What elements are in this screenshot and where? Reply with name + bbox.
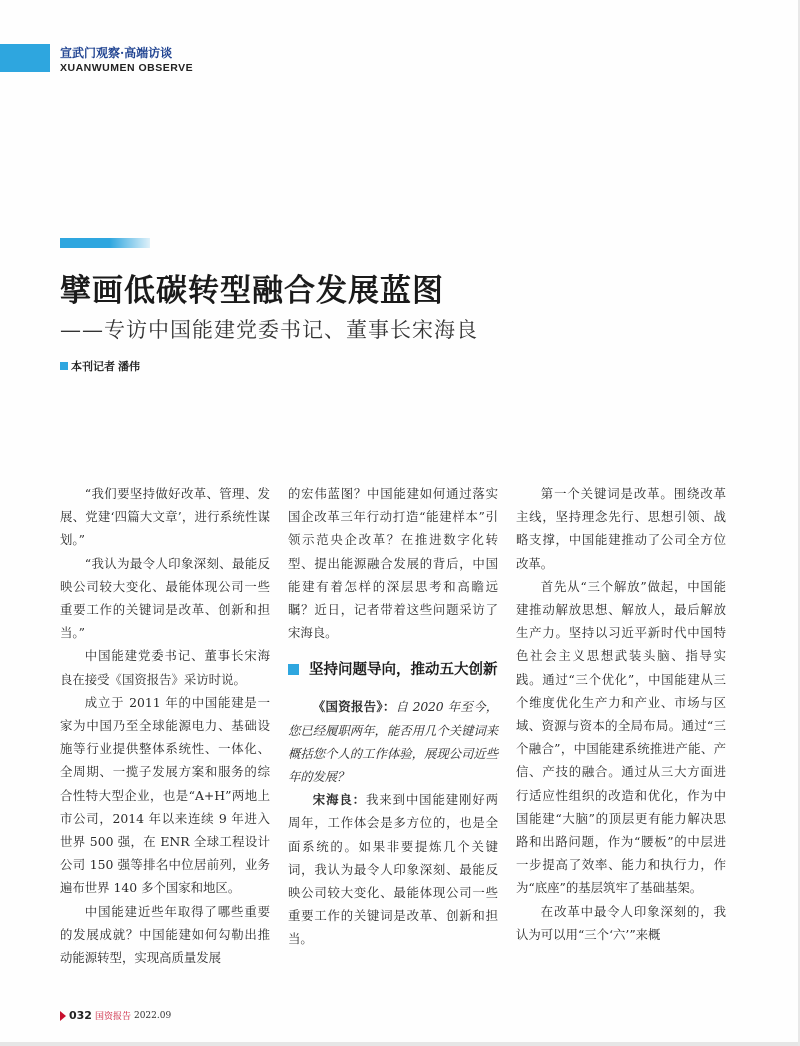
paragraph: 在改革中最令人印象深刻的，我认为可以用“三个‘六’”来概 bbox=[516, 903, 726, 942]
title-accent-bar bbox=[60, 238, 150, 248]
question-text: 自 2020 年至今，您已经履职两年，能否用几个关键词来概括您个人的工作体验，展现公司近些年的发展？ bbox=[288, 699, 499, 785]
answer-label: 宋海良： bbox=[312, 792, 366, 808]
column-tag-bar bbox=[0, 44, 50, 72]
section-heading bbox=[288, 660, 498, 681]
interview-question bbox=[288, 695, 498, 788]
paragraph: 首先从“三个解放”做起，中国能建推动解放思想、解放人，最后解放生产力。坚持以习近平新时代中国特色社会主义思想武装头脑、指导实践。通过“三个优化”，中国能建从三个维度优化生产力和产业、市场与区域、资源与资本的全局布局。通过“三个融合”，中国能建系统推进产能、产信、产技的融合。通过从三大方面进行适应性组织的改造和优化，作为中国能建“大脑”的顶层更有能力解决思路和出路问题，作为“腰板”的中层进一步提高了效率、能力和执行力，作为“底座”的基层筑牢了基础基架。 bbox=[516, 578, 726, 896]
text-column-2 bbox=[288, 482, 498, 951]
article-title: 擘画低碳转型融合发展蓝图 bbox=[60, 273, 444, 309]
paragraph: “我们要坚持做好改革、管理、发展、党建‘四篇大文章’，进行系统性谋划。” bbox=[60, 486, 270, 548]
article-subtitle: ——专访中国能建党委书记、董事长宋海良 bbox=[60, 318, 478, 342]
byline-square-icon bbox=[60, 362, 68, 370]
column-title-en: XUANWUMEN OBSERVE bbox=[60, 62, 194, 74]
paragraph: 第一个关键词是改革。围绕改革主线，坚持理念先行、思想引领、战略支撑，中国能建推动了公司全方位改革。 bbox=[516, 486, 726, 571]
magazine-name: 国资报告 bbox=[94, 1012, 131, 1022]
page-number: 032 bbox=[69, 1009, 92, 1022]
paragraph: “我认为最令人印象深刻、最能反映公司较大变化、最能体现公司一些重要工作的关键词是改革、创新和担当。” bbox=[60, 555, 270, 641]
triangle-marker-icon bbox=[60, 1011, 66, 1021]
section-heading-text: 坚持问题导向，推动五大创新 bbox=[309, 662, 498, 679]
page-bottom-edge bbox=[0, 1042, 800, 1046]
question-label: 《国资报告》： bbox=[312, 699, 396, 715]
text-column-3 bbox=[516, 482, 726, 946]
issue-number: 2022.09 bbox=[133, 1010, 172, 1021]
interview-answer bbox=[288, 788, 498, 950]
paragraph: 中国能建党委书记、董事长宋海良在接受《国资报告》采访时说。 bbox=[60, 648, 270, 687]
paragraph: 成立于 2011 年的中国能建是一家为中国乃至全球能源电力、基础设施等行业提供整体系统性、一体化、全周期、一揽子发展方案和服务的综合性特大型企业，也是“A+H”两地上市公司，2014 年以来连续 9 年进入世界 500 强，在 ENR 全球工程设计公司 150 强等排名中位居前列，业务遍布世界 140 多个国家和地区。 bbox=[60, 694, 270, 896]
byline-author: 潘伟 bbox=[118, 360, 140, 373]
byline bbox=[60, 358, 140, 374]
paragraph: 中国能建近些年取得了哪些重要的发展成就？中国能建如何勾勒出推动能源转型，实现高质量发展 bbox=[60, 903, 270, 966]
text-column-1 bbox=[60, 482, 270, 969]
section-square-icon bbox=[288, 664, 299, 675]
paragraph: 的宏伟蓝图？中国能建如何通过落实国企改革三年行动打造“能建样本”引领示范央企改革？在推进数字化转型、提出能源融合发展的背后，中国能建有着怎样的深层思考和高瞻远瞩？近日，记者带着这些问题采访了宋海良。 bbox=[288, 486, 498, 641]
answer-text: 我来到中国能建刚好两周年，工作体会是多方位的，也是全面系统的。如果非要提炼几个关键词，我认为最令人印象深刻、最能反映公司较大变化、最能体现公司一些重要工作的关键词是改革、创新和担当。 bbox=[288, 792, 499, 947]
page-footer bbox=[60, 1009, 171, 1022]
byline-label: 本刊记者 bbox=[71, 360, 115, 373]
column-title-cn: 宣武门观察·高端访谈 bbox=[60, 46, 173, 60]
